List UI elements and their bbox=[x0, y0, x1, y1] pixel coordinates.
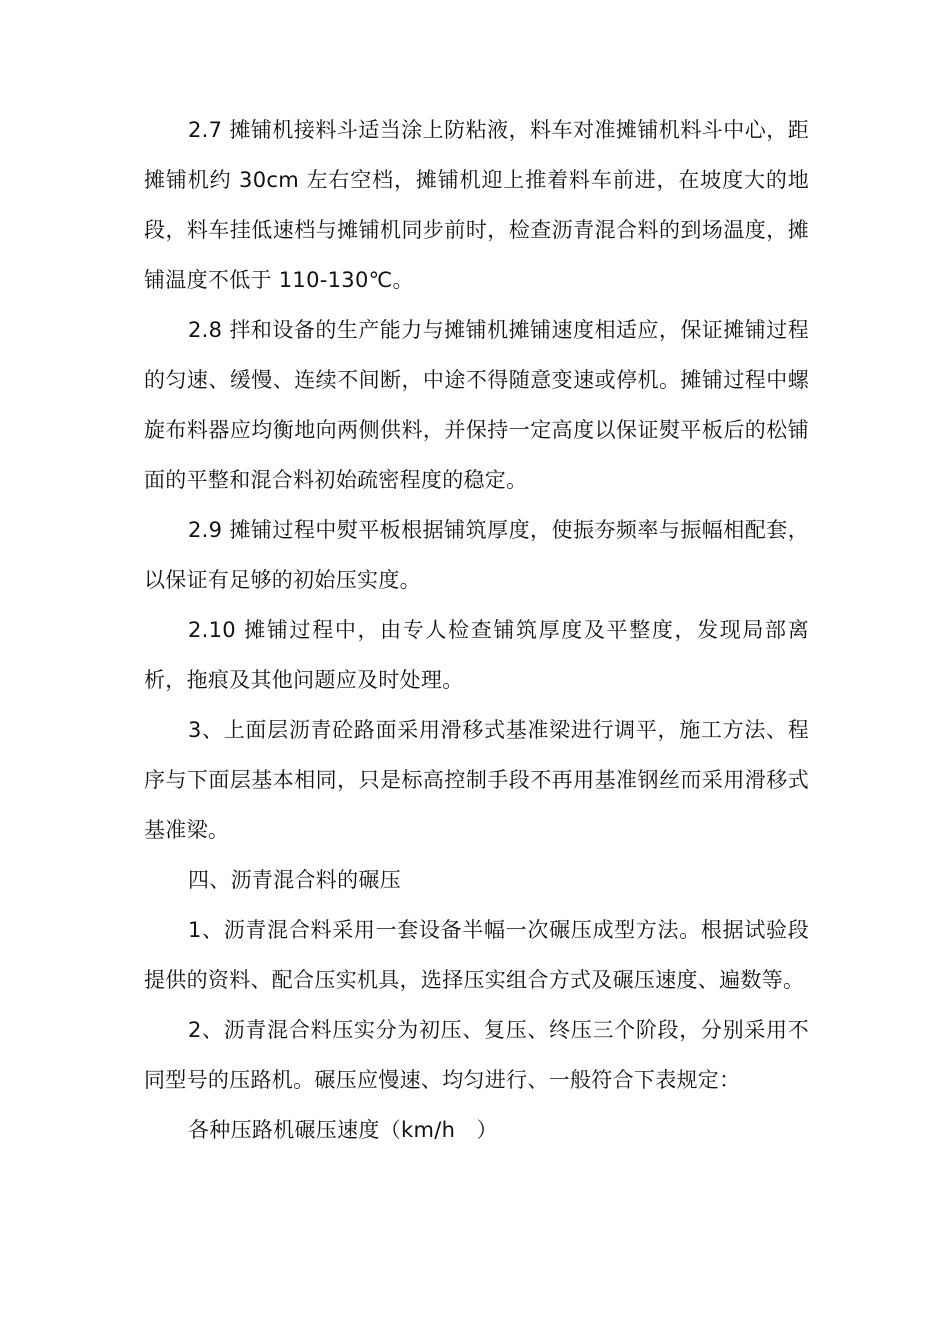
paragraph-4-1: 1、沥青混合料采用一套设备半幅一次碾压成型方法。根据试验段提供的资料、配合压实机具，选择压实组合方式及碾压速度、遍数等。 bbox=[144, 918, 809, 992]
table-caption: 各种压路机碾压速度（km/h ） bbox=[188, 1118, 498, 1142]
paragraph-2-10: 2.10 摊铺过程中，由专人检查铺筑厚度及平整度，发现局部离析，拖痕及其他问题应及时处理。 bbox=[144, 618, 809, 692]
paragraph-2-9: 2.9 摊铺过程中熨平板根据铺筑厚度，使振夯频率与振幅相配套，以保证有足够的初始压实度。 bbox=[144, 518, 809, 592]
paragraph-2-7: 2.7 摊铺机接料斗适当涂上防粘液，料车对准摊铺机料斗中心，距摊铺机约 30cm 左右空档，摊铺机迎上推着料车前进，在坡度大的地段，料车挂低速档与摊铺机同步前时，检查沥青混合料的到场温度，摊铺温度不低于 110-130℃。 bbox=[144, 118, 809, 292]
paragraph-2-8: 2.8 拌和设备的生产能力与摊铺机摊铺速度相适应，保证摊铺过程的匀速、缓慢、连续不间断，中途不得随意变速或停机。摊铺过程中螺旋布料器应均衡地向两侧供料，并保持一定高度以保证熨平板后的松铺面的平整和混合料初始疏密程度的稳定。 bbox=[144, 318, 809, 492]
paragraph-4-2: 2、沥青混合料压实分为初压、复压、终压三个阶段，分别采用不同型号的压路机。碾压应慢速、均匀进行、一般符合下表规定： bbox=[144, 1018, 809, 1092]
section-heading-4: 四、沥青混合料的碾压 bbox=[188, 868, 401, 892]
document-body bbox=[144, 105, 809, 1155]
paragraph-3: 3、上面层沥青砼路面采用滑移式基准梁进行调平，施工方法、程序与下面层基本相同，只是标高控制手段不再用基准钢丝而采用滑移式基准梁。 bbox=[144, 718, 809, 842]
